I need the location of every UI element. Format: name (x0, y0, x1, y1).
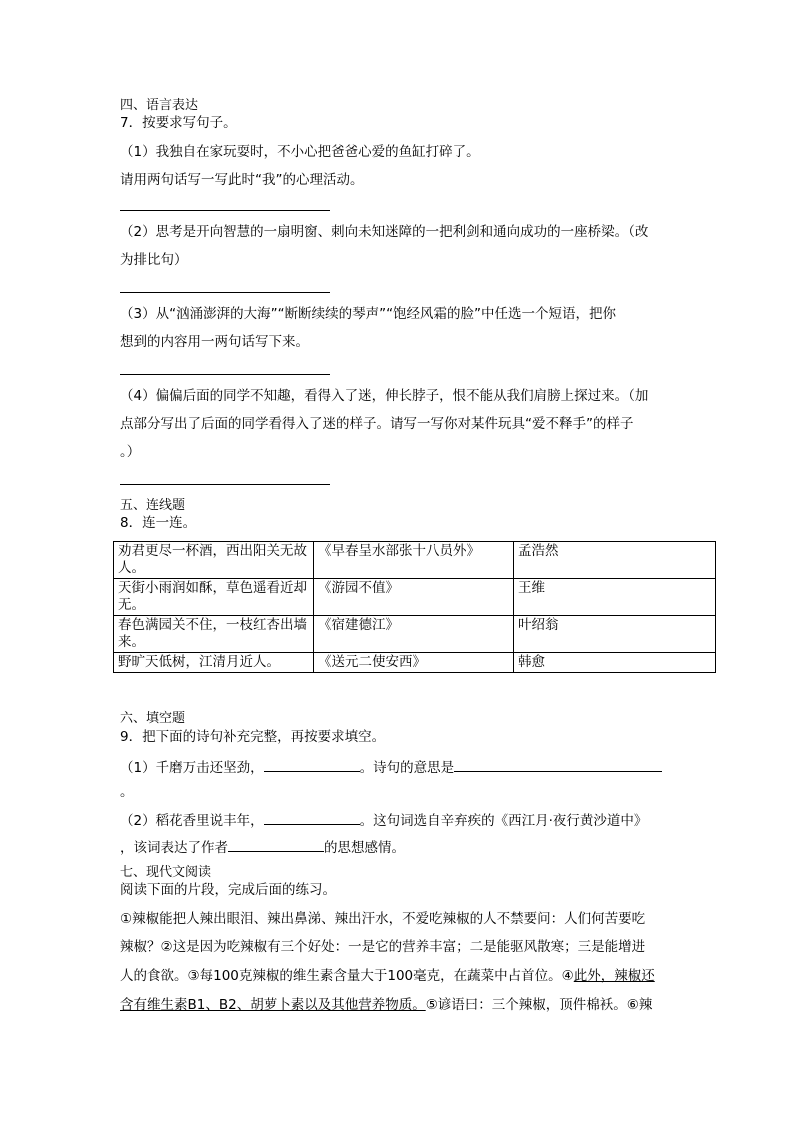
matching-table (113, 541, 716, 673)
author-cell[interactable]: 王维 (514, 579, 716, 616)
answer-line-3[interactable] (120, 374, 330, 375)
q9-fill-1 (120, 758, 662, 776)
q9-fill1-mid: 。诗句的意思是 (359, 760, 455, 776)
passage-line-3 (120, 968, 655, 984)
underlined-sentence-end: 含有维生素B1、B2、胡萝卜素以及其他营养物质。 (120, 997, 426, 1013)
poem-cell[interactable]: 劝君更尽一杯酒，西出阳关无故人。 (114, 542, 314, 579)
title-cell[interactable]: 《送元二使安西》 (314, 653, 514, 673)
table-row (114, 616, 716, 653)
q7-part2-line2: 为排比句） (120, 252, 188, 268)
passage-line4-text: ⑤谚语曰：三个辣椒，顶件棉袄。⑥辣 (425, 997, 653, 1013)
q9-fill2-cont: ，该词表达了作者 (120, 840, 228, 856)
fill-blank-1[interactable] (264, 758, 360, 772)
fill-blank-4[interactable] (228, 838, 324, 852)
title-cell[interactable]: 《早春呈水部张十八员外》 (314, 542, 514, 579)
q7-part3-line1: （3）从“汹涌澎湃的大海”“断断续续的琴声”“饱经风霜的脸”中任选一个短语，把你 (120, 306, 617, 322)
passage-line-1: ①辣椒能把人辣出眼泪、辣出鼻涕、辣出汗水，不爱吃辣椒的人不禁要问：人们何苦要吃 (120, 911, 646, 927)
question-9-stem: 9．把下面的诗句补充完整，再按要求填空。 (120, 729, 386, 745)
q9-fill1-prefix: （1）千磨万击还坚劲， (120, 760, 264, 776)
reading-intro: 阅读下面的片段，完成后面的练习。 (120, 882, 336, 898)
underlined-sentence-start: 此外，辣椒还 (573, 968, 655, 984)
title-cell[interactable]: 《宿建德江》 (314, 616, 514, 653)
poem-cell[interactable]: 野旷天低树，江清月近人。 (114, 653, 314, 673)
q7-part4-line1: （4）偏偏后面的同学不知趣，看得入了迷，伸长脖子，恨不能从我们肩膀上探过来。（加 (120, 388, 649, 404)
q7-part2-line1: （2）思考是开向智慧的一扇明窗、刺向未知迷障的一把利剑和通向成功的一座桥梁。（改 (120, 224, 649, 240)
question-7-stem: 7．按要求写句子。 (120, 115, 237, 131)
passage-line-4 (120, 997, 652, 1013)
q7-part4-line2: 点部分写出了后面的同学看得入了迷的样子。请写一写你对某件玩具“爱不释手”的样子 (120, 416, 634, 432)
section-5-heading: 五、连线题 (120, 498, 186, 513)
answer-line-1[interactable] (120, 210, 330, 211)
answer-line-2[interactable] (120, 292, 330, 293)
fill-blank-2[interactable] (454, 758, 662, 772)
author-cell[interactable]: 孟浩然 (514, 542, 716, 579)
poem-cell[interactable]: 春色满园关不住，一枝红杏出墙来。 (114, 616, 314, 653)
answer-line-4[interactable] (120, 484, 330, 485)
q9-fill-2-cont (120, 838, 405, 856)
q9-fill2-prefix: （2）稻花香里说丰年， (120, 813, 264, 829)
section-6-heading: 六、填空题 (120, 711, 186, 726)
q7-part4-line3: 。） (120, 444, 141, 460)
table-row (114, 579, 716, 616)
table-row (114, 542, 716, 579)
q7-part1-line2: 请用两句话写一写此时“我”的心理活动。 (120, 172, 364, 188)
table-row (114, 653, 716, 673)
q9-fill2-mid: 。这句词选自辛弃疾的《西江月·夜行黄沙道中》 (359, 813, 648, 829)
question-8-stem: 8．连一连。 (120, 515, 197, 531)
author-cell[interactable]: 韩愈 (514, 653, 716, 673)
section-7-heading: 七、现代文阅读 (120, 865, 212, 880)
title-cell[interactable]: 《游园不值》 (314, 579, 514, 616)
q9-fill1-end: 。 (120, 784, 134, 800)
q9-fill2-end: 的思想感情。 (324, 840, 405, 856)
q7-part3-line2: 想到的内容用一两句话写下来。 (120, 334, 309, 350)
q9-fill-2 (120, 811, 647, 829)
passage-line-2: 辣椒？②这是因为吃辣椒有三个好处：一是它的营养丰富；二是能驱风散寒；三是能增进 (120, 939, 646, 955)
fill-blank-3[interactable] (264, 811, 360, 825)
section-4-heading: 四、语言表达 (120, 98, 199, 113)
poem-cell[interactable]: 天街小雨润如酥，草色遥看近却无。 (114, 579, 314, 616)
passage-line3-text: 人的食欲。③每100克辣椒的维生素含量大于100毫克，在蔬菜中占首位。④ (120, 968, 574, 984)
q7-part1-line1: （1）我独自在家玩耍时，不小心把爸爸心爱的鱼缸打碎了。 (120, 144, 480, 160)
author-cell[interactable]: 叶绍翁 (514, 616, 716, 653)
